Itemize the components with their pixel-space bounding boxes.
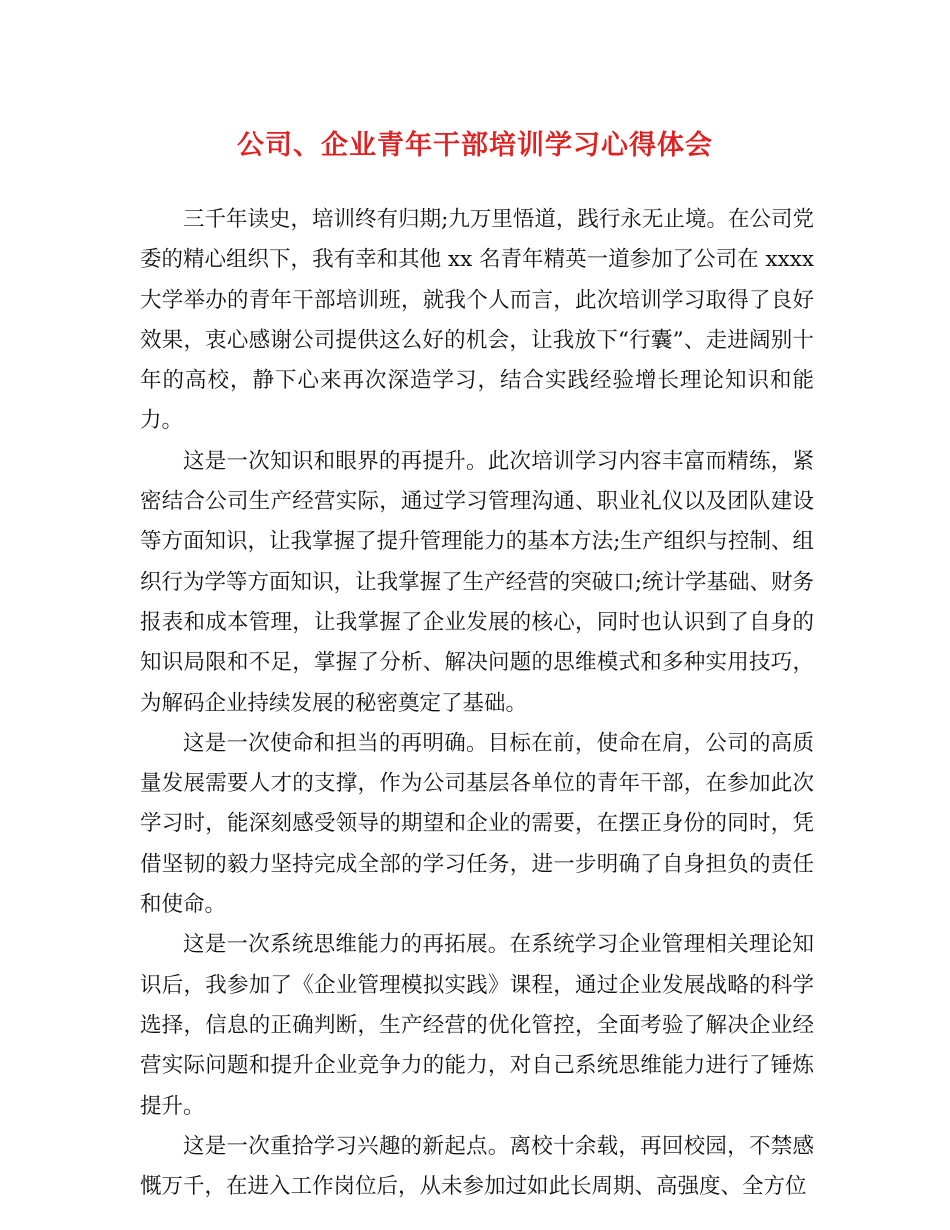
paragraph-2: 这是一次知识和眼界的再提升。此次培训学习内容丰富而精练，紧密结合公司生产经营实际，通过学习管理沟通、职业礼仪以及团队建设等方面知识，让我掌握了提升管理能力的基本方法;生产组织与控制、组织行为学等方面知识，让我掌握了生产经营的突破口;统计学基础、财务报表和成本管理，让我掌握了企业发展的核心，同时也认识到了自身的知识局限和不足，掌握了分析、解决问题的思维模式和多种实用技巧，为解码企业持续发展的秘密奠定了基础。 [140, 448, 814, 716]
paragraph-1: 三千年读史，培训终有归期;九万里悟道，践行永无止境。在公司党委的精心组织下，我有幸和其他 xx 名青年精英一道参加了公司在 xxxx 大学举办的青年干部培训班，就我个人而言，此次培训学习取得了良好效果，衷心感谢公司提供这么好的机会，让我放下“行囊”、走进阔别十年的高校，静下心来再次深造学习，结合实践经验增长理论知识和能力。 [140, 207, 814, 434]
paragraph-5: 这是一次重拾学习兴趣的新起点。离校十余载，再回校园，不禁感慨万千，在进入工作岗位后，从未参加过如此长周期、高强度、全方位 [140, 1133, 814, 1200]
document-body [140, 200, 814, 1207]
paragraph-3: 这是一次使命和担当的再明确。目标在前，使命在肩，公司的高质量发展需要人才的支撑，作为公司基层各单位的青年干部，在参加此次学习时，能深刻感受领导的期望和企业的需要，在摆正身份的同时，凭借坚韧的毅力坚持完成全部的学习任务，进一步明确了自身担负的责任和使命。 [140, 730, 814, 918]
paragraph-4: 这是一次系统思维能力的再拓展。在系统学习企业管理相关理论知识后，我参加了《企业管理模拟实践》课程，通过企业发展战略的科学选择，信息的正确判断，生产经营的优化管控，全面考验了解决企业经营实际问题和提升企业竞争力的能力，对自己系统思维能力进行了锤炼提升。 [140, 932, 814, 1119]
document-title: 公司、企业青年干部培训学习心得体会 [237, 130, 713, 161]
